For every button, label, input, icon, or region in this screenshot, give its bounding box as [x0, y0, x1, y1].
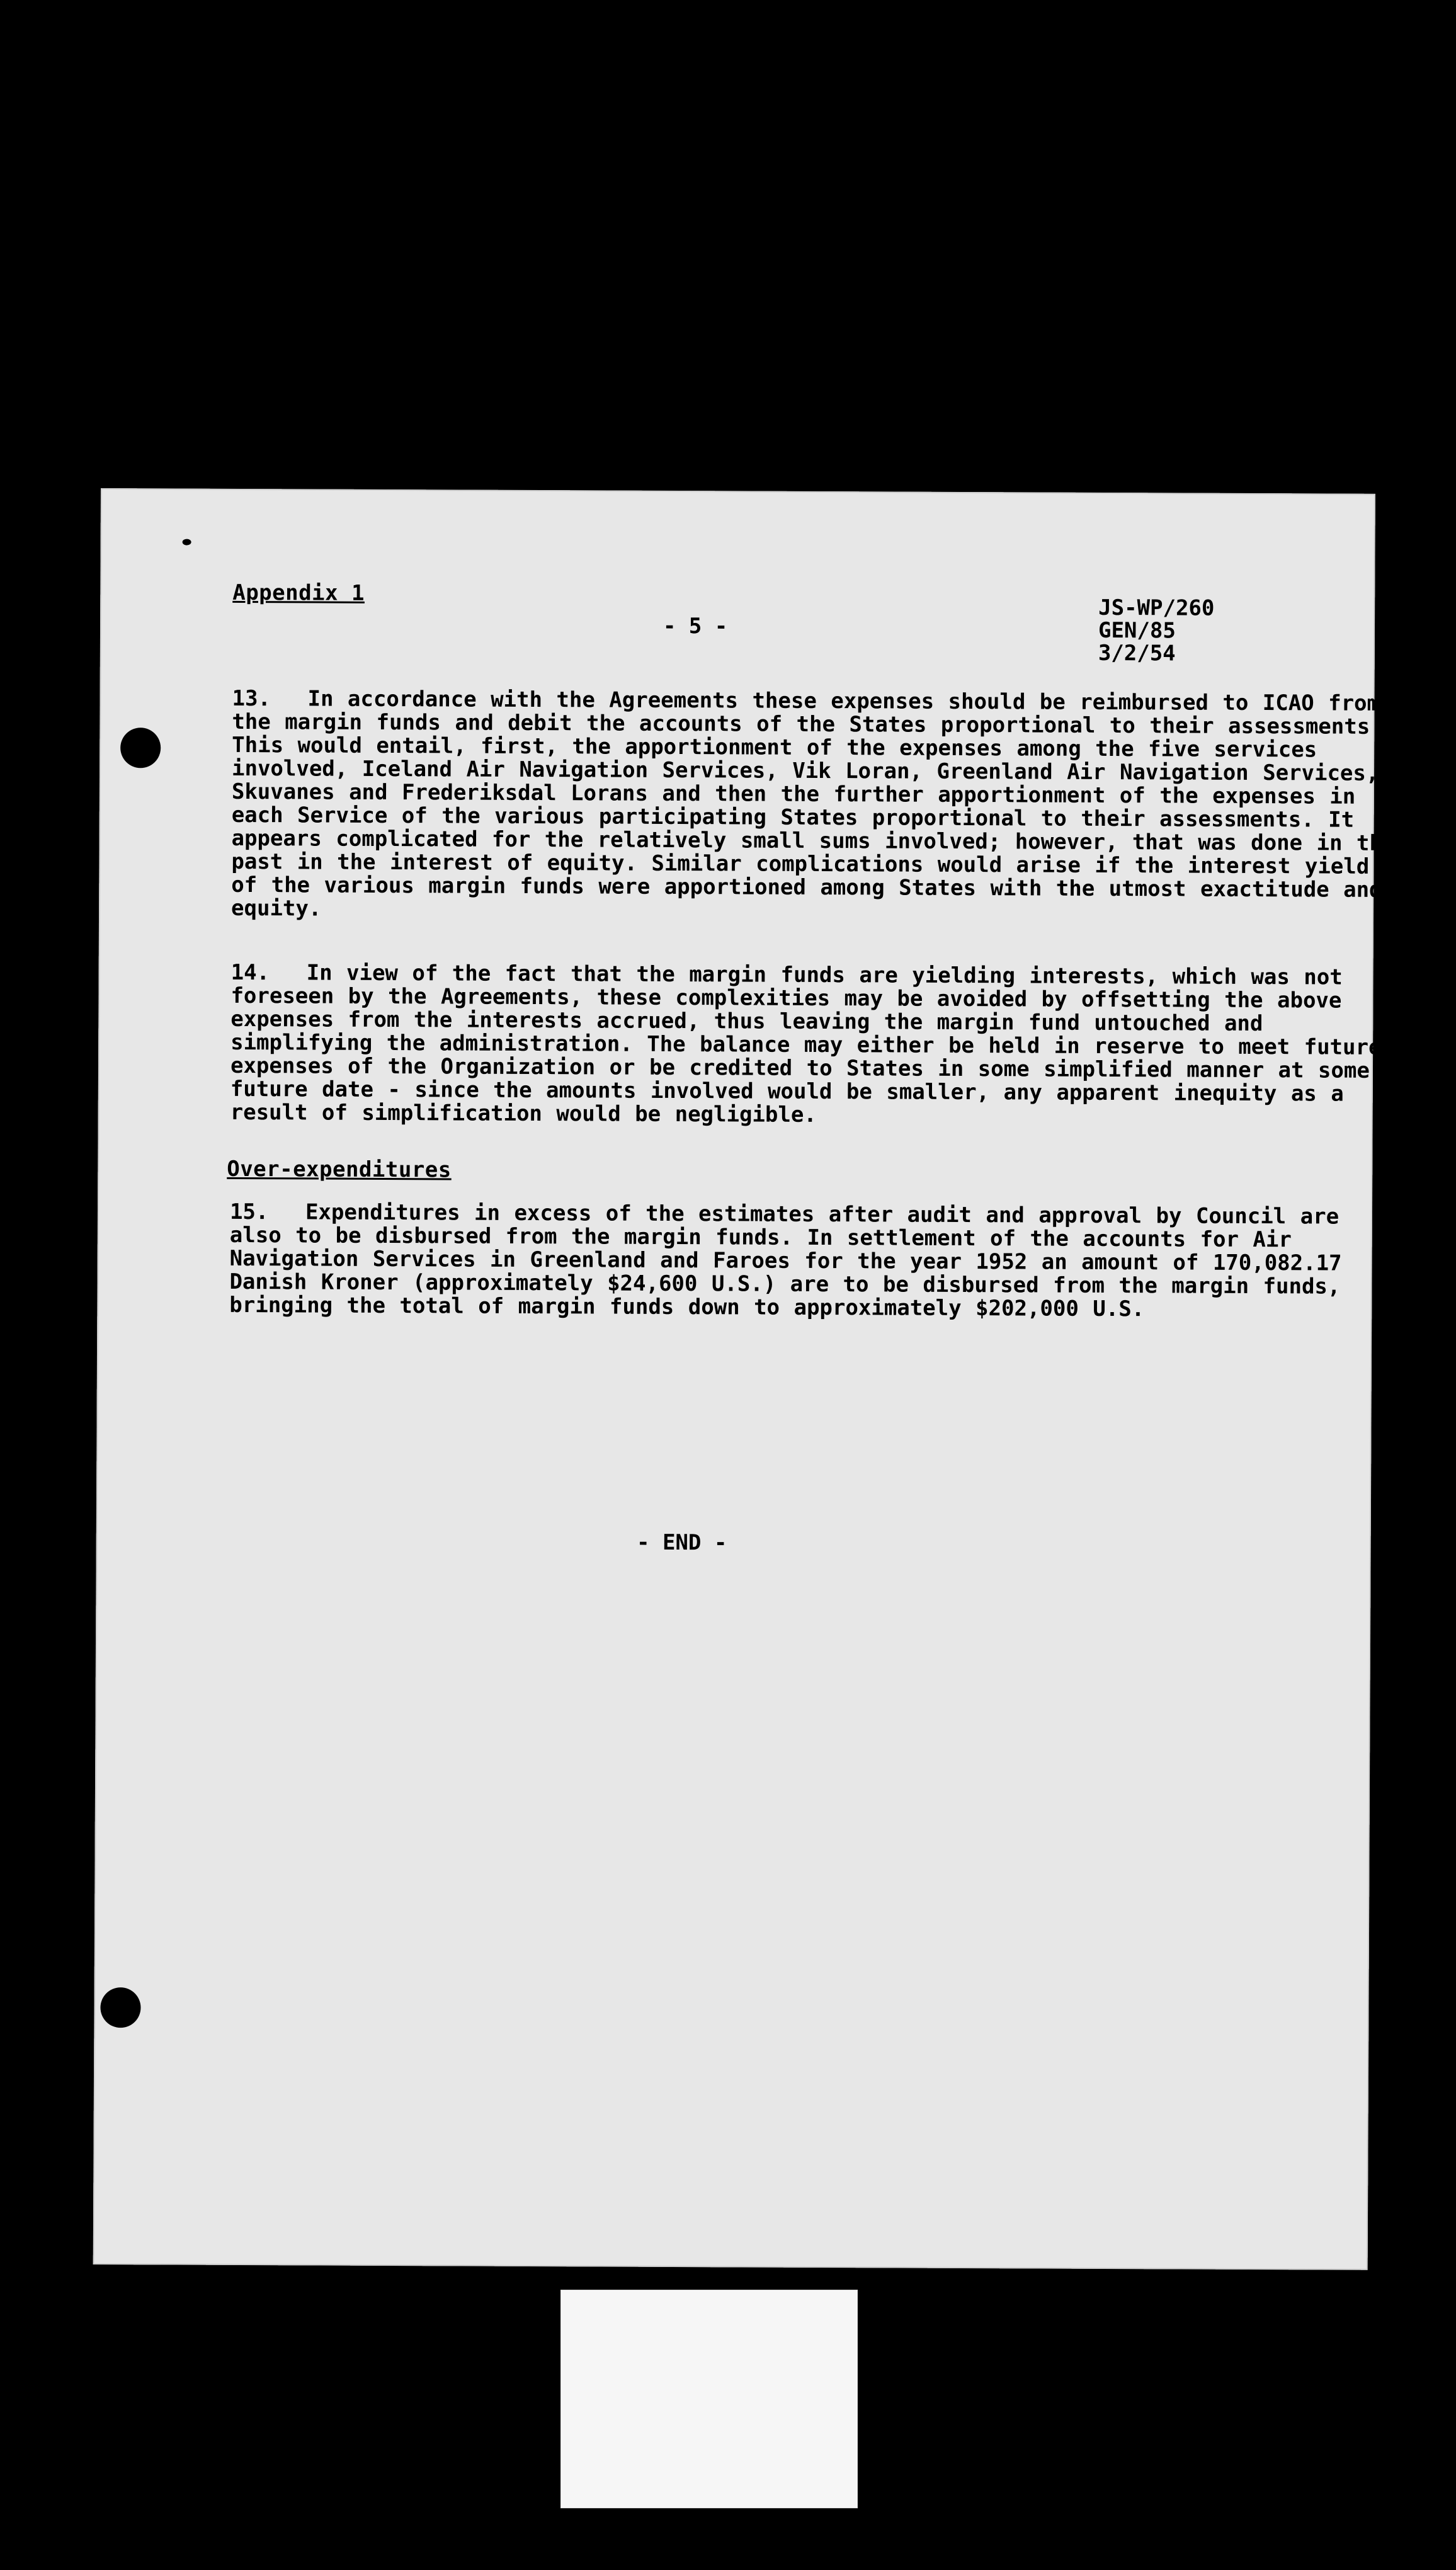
paragraph-text: In view of the fact that the margin funds are yielding interests, which was not foreseen by the Agreements, these complexities may be avoided by offsetting the above expenses from the interests accrued, thus leaving the margin fund untouched and simplifying the administration. The balance may either be held in reserve to meet future expenses of the Organization or be credited to States in some simplified manner at some future date - since the amounts involved would be smaller, any apparent inequity as a result of simplification would be negligible.	[230, 960, 1382, 1128]
section-heading: Over-expenditures	[227, 1156, 452, 1183]
paragraph-text: In accordance with the Agreements these expenses should be reimbursed to ICAO from the margin funds and debit the accounts of the States proportional to their assessments. This would entail, first, the apportionment of the expenses among the five services involved, Iceland Air Navigation Services, Vik Loran, Greenland Air Navigation Services, Skuvanes and Frederiksdal Lorans and then the further apportionment of the expenses in each Service of the various participating States proportional to their assessments. It appears complicated for the relatively small sums involved; however, that was done in the past in the interest of equity. Similar complications would arise if the interest yield of the various margin funds were apportioned among States with the utmost exactitude and equity.	[231, 686, 1396, 922]
end-marker: - END -	[636, 1529, 727, 1556]
doc-ref-line: GEN/85	[1098, 617, 1176, 644]
paragraph-text: Expenditures in excess of the estimates after audit and approval by Council are also to be disbursed from the margin funds. In settlement of the accounts for Air Navigation Services in Greenland and Faroes for the year 1952 an amount of 170,082.17 Danish Kroner (approximately $24,600 U.S.) are to be disbursed from the margin funds, bringing the total of margin funds down to approximately $202,000 U.S.	[229, 1199, 1342, 1322]
paragraph-13	[231, 687, 1404, 925]
ink-speck	[183, 539, 191, 545]
paragraph-number: 15.	[229, 1199, 269, 1225]
doc-ref-line: JS-WP/260	[1098, 595, 1215, 621]
document-reference	[1098, 597, 1215, 665]
punch-hole-top	[120, 728, 161, 768]
blank-card	[560, 2290, 858, 2508]
paragraph-number: 13.	[232, 685, 271, 712]
paragraph-number: 14.	[230, 959, 270, 986]
appendix-label: Appendix 1	[232, 580, 365, 606]
paragraph-14	[230, 961, 1402, 1129]
punch-hole-bottom	[100, 1987, 140, 2028]
doc-ref-line: 3/2/54	[1098, 640, 1176, 666]
page-number: - 5 -	[663, 613, 728, 639]
paragraph-15	[229, 1201, 1401, 1322]
document-page	[93, 488, 1396, 2270]
